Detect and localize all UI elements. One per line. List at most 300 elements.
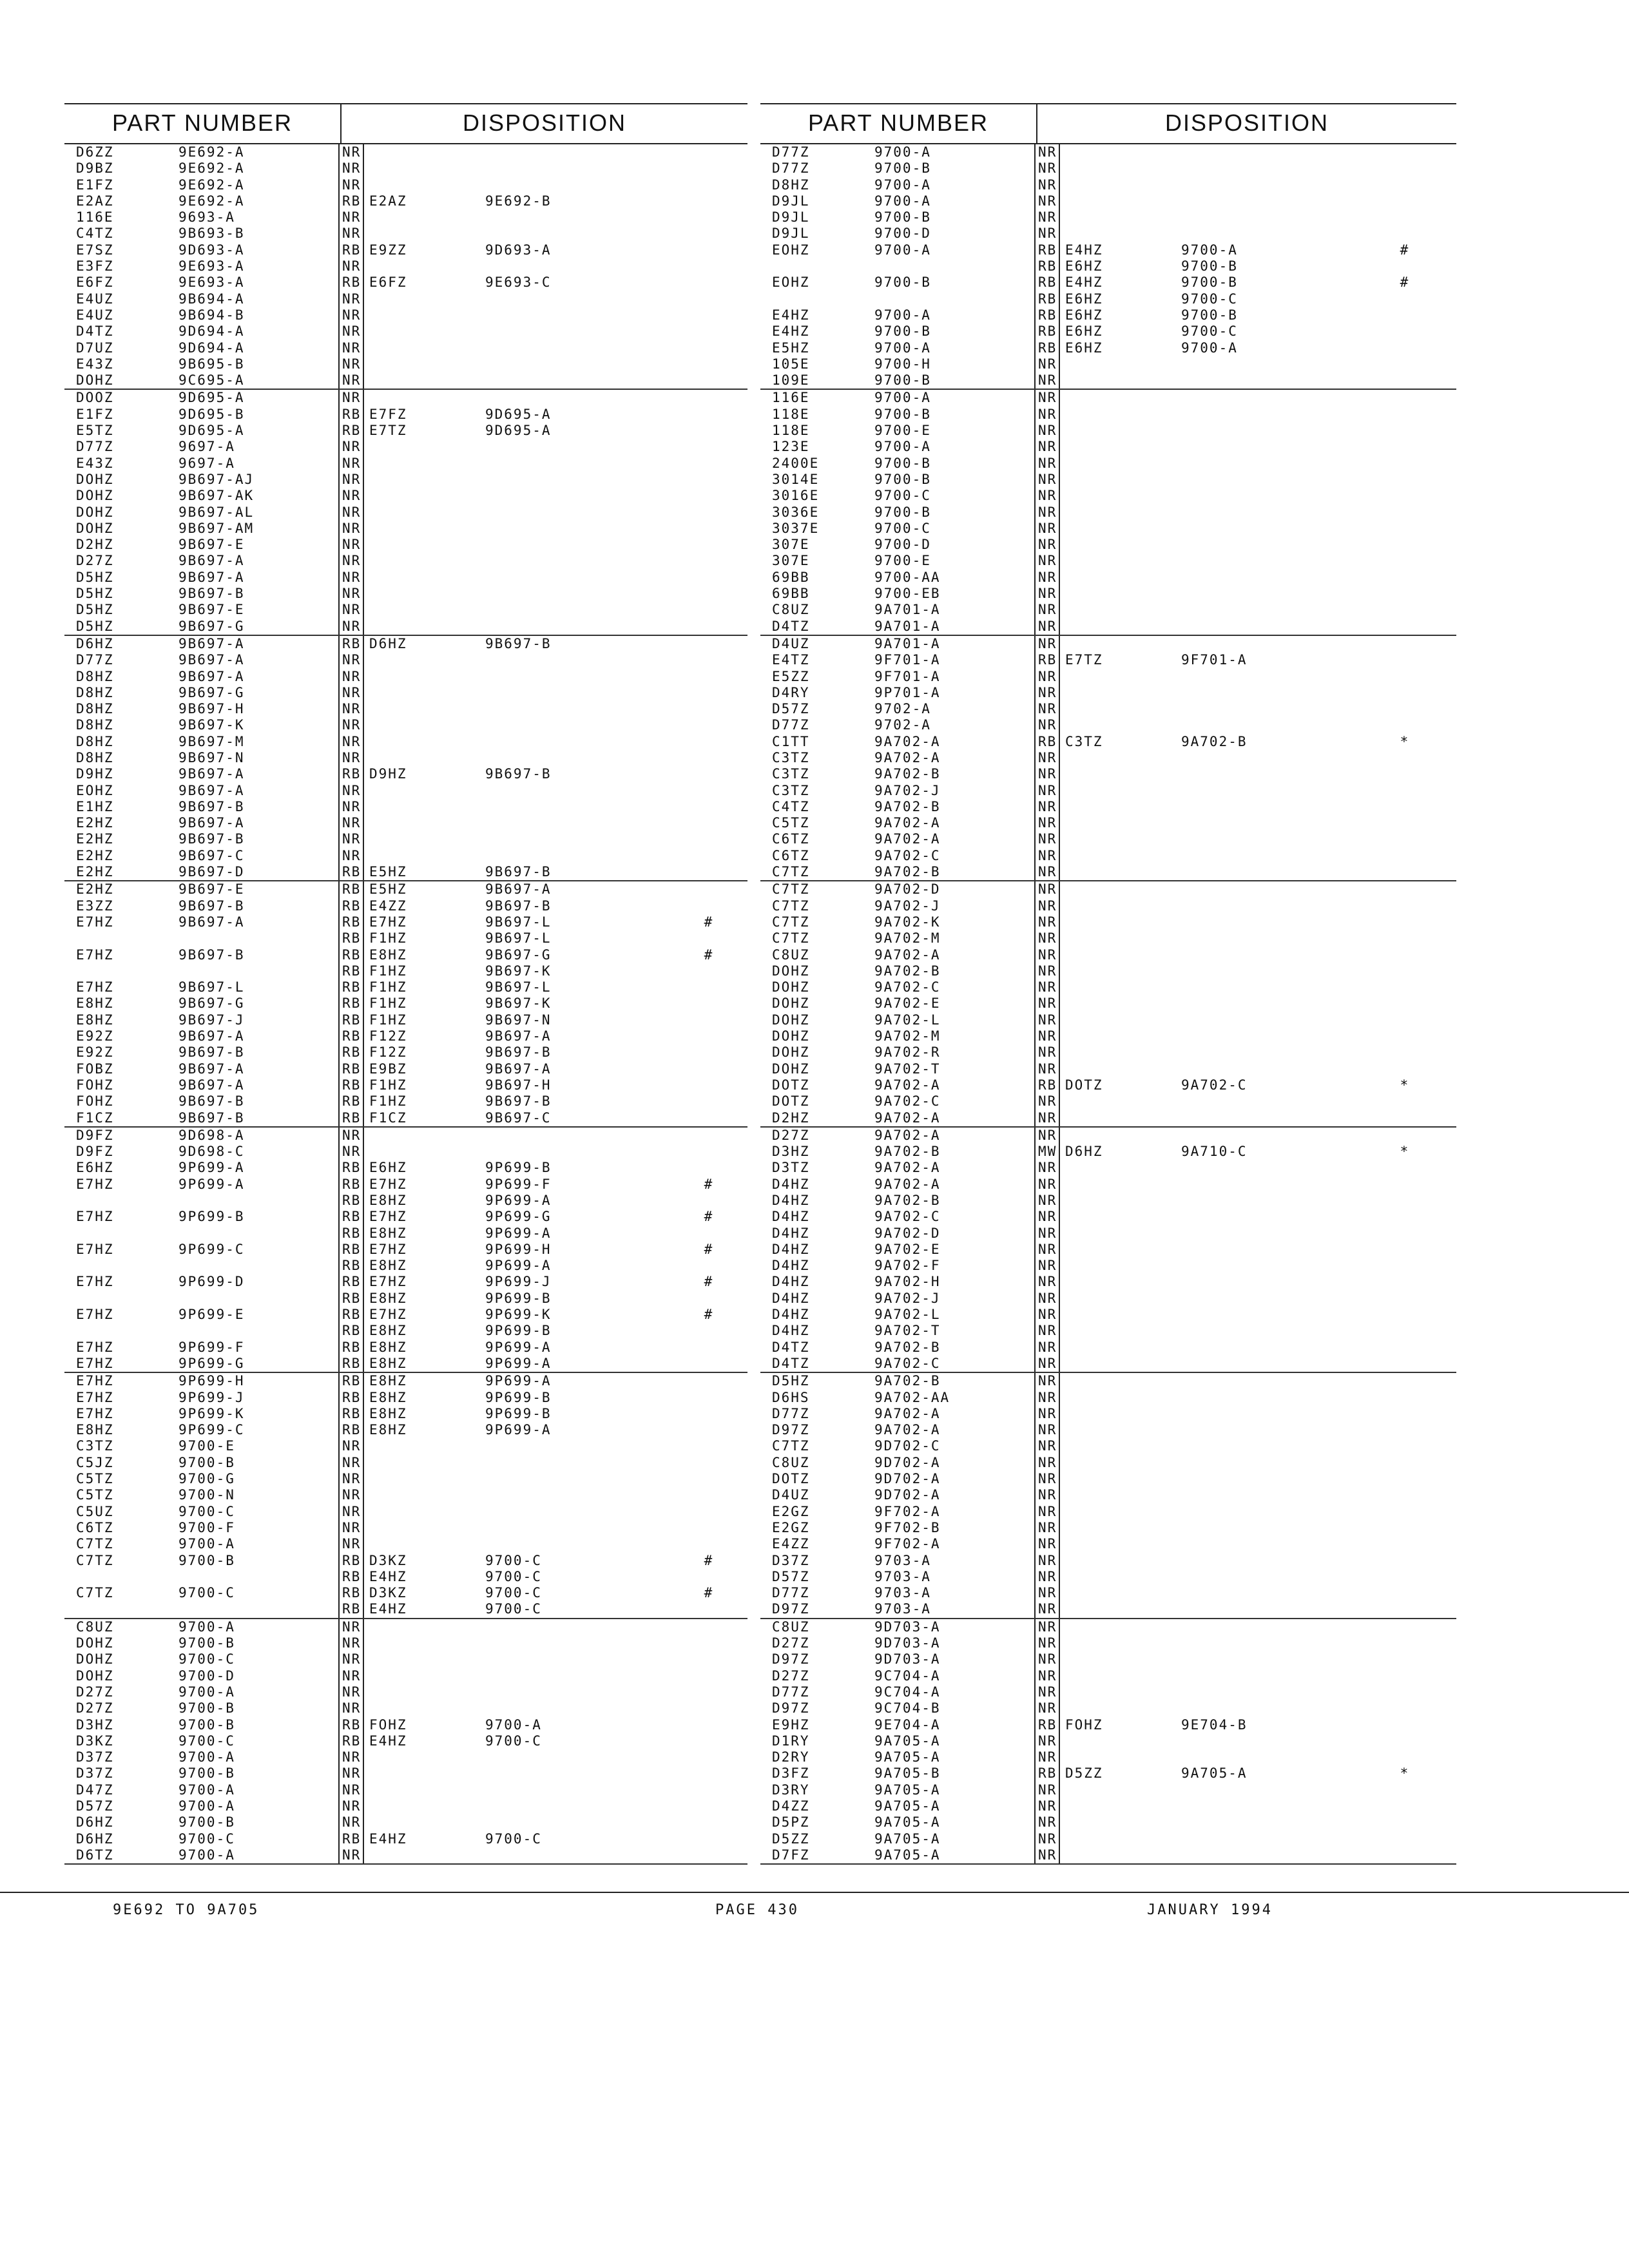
table-row xyxy=(64,1601,747,1617)
part-number: 9P699-F xyxy=(178,1339,245,1355)
table-row xyxy=(760,1831,1456,1847)
disposition-code: NR xyxy=(338,209,364,226)
part-code: D77Z xyxy=(772,1405,810,1421)
disposition-code: RB xyxy=(338,1406,364,1422)
table-row xyxy=(64,669,747,685)
part-code: E2HZ xyxy=(76,831,114,847)
replacement-code xyxy=(1060,766,1176,782)
replacement-number xyxy=(1176,1831,1376,1847)
replacement-code xyxy=(1060,1128,1176,1144)
replacement-number xyxy=(1176,456,1376,472)
note-flag xyxy=(680,1700,738,1716)
replacement-code xyxy=(1060,1619,1176,1635)
part-code: C7TZ xyxy=(772,881,810,898)
note-flag xyxy=(1376,1258,1434,1274)
part-code: D4ZZ xyxy=(772,1798,810,1814)
table-row xyxy=(760,1242,1456,1258)
replacement-number: 9P699-G xyxy=(485,1209,552,1225)
table-row xyxy=(760,1373,1456,1389)
footer-date: JANUARY 1994 xyxy=(1147,1902,1273,1918)
replacement-number xyxy=(1176,586,1376,602)
table-row xyxy=(760,898,1456,914)
note-flag xyxy=(1376,1487,1434,1503)
part-code: DOHZ xyxy=(76,1667,114,1684)
replacement-code: F1HZ xyxy=(369,963,407,979)
disposition-code: RB xyxy=(338,1601,364,1617)
part-code xyxy=(64,963,177,979)
part-code: C5JZ xyxy=(76,1454,114,1470)
table-row xyxy=(760,1093,1456,1110)
part-number xyxy=(873,258,1034,274)
disposition-code: NR xyxy=(1034,586,1060,602)
replacement-number xyxy=(480,1684,680,1700)
part-code: 3014E xyxy=(772,471,820,487)
replacement-code xyxy=(364,619,480,635)
disposition-code: NR xyxy=(1034,521,1060,537)
part-number: 9D698-A xyxy=(178,1127,245,1143)
note-flag xyxy=(1376,963,1434,979)
replacement-number xyxy=(1176,848,1376,864)
replacement-code: C3TZ xyxy=(1065,733,1103,749)
replacement-number xyxy=(480,750,680,766)
part-code: D7FZ xyxy=(772,1847,810,1863)
replacement-number xyxy=(1176,1651,1376,1667)
replacement-number xyxy=(1176,1323,1376,1339)
part-code: E2HZ xyxy=(76,881,114,898)
part-number: 9700-B xyxy=(874,406,931,422)
replacement-number xyxy=(480,340,680,356)
table-row xyxy=(64,963,747,979)
table-row xyxy=(760,456,1456,472)
part-number: 9B697-N xyxy=(178,749,245,765)
part-code: D5HZ xyxy=(76,618,114,634)
part-number: 9E692-A xyxy=(178,160,245,177)
table-row xyxy=(760,1619,1456,1635)
part-code: E2AZ xyxy=(76,193,114,209)
replacement-number xyxy=(480,717,680,733)
disposition-code: RB xyxy=(338,1340,364,1356)
replacement-code xyxy=(364,1619,480,1635)
disposition-code: NR xyxy=(1034,799,1060,815)
replacement-code xyxy=(364,1782,480,1798)
replacement-code xyxy=(1060,1012,1176,1028)
replacement-code xyxy=(1060,1160,1176,1176)
replacement-code: F1HZ xyxy=(369,979,407,995)
replacement-code xyxy=(1060,423,1176,439)
note-flag xyxy=(680,1044,738,1061)
note-flag xyxy=(1376,1668,1434,1684)
replacement-number xyxy=(480,1814,680,1831)
replacement-code: E8HZ xyxy=(369,1355,407,1371)
disposition-code: NR xyxy=(1034,619,1060,635)
note-flag xyxy=(1376,685,1434,701)
part-code: DOHZ xyxy=(772,979,810,995)
part-number: 9D702-A xyxy=(874,1471,941,1487)
table-row xyxy=(64,766,747,782)
table-row xyxy=(64,898,747,914)
table-row xyxy=(760,488,1456,504)
part-code: D5HZ xyxy=(76,586,114,602)
replacement-number: 9B697-B xyxy=(485,898,552,914)
part-number: 9A705-B xyxy=(874,1765,941,1782)
replacement-number: 9E693-C xyxy=(485,274,552,291)
replacement-code xyxy=(1060,1700,1176,1716)
note-flag xyxy=(680,570,738,586)
disposition-code: NR xyxy=(1034,636,1060,652)
replacement-number xyxy=(1176,947,1376,963)
table-row xyxy=(760,160,1456,177)
part-number: 9D694-A xyxy=(178,323,245,340)
replacement-code: E5HZ xyxy=(369,864,407,880)
disposition-code: NR xyxy=(338,1471,364,1487)
replacement-code xyxy=(364,1684,480,1700)
part-number xyxy=(177,1258,338,1274)
part-code: DOTZ xyxy=(772,1471,810,1487)
part-code: D2RY xyxy=(772,1749,810,1765)
replacement-code xyxy=(364,372,480,389)
disposition-code: RB xyxy=(1034,1717,1060,1733)
disposition-code: NR xyxy=(338,1520,364,1536)
replacement-number: 9A702-B xyxy=(1181,733,1248,749)
disposition-code: NR xyxy=(338,160,364,177)
note-flag xyxy=(1376,947,1434,963)
note-flag xyxy=(680,1536,738,1552)
table-row xyxy=(64,570,747,586)
disposition-code: RB xyxy=(1034,734,1060,750)
part-number: 9B697-B xyxy=(178,831,245,847)
part-number: 9P699-B xyxy=(178,1209,245,1225)
disposition-code: RB xyxy=(338,1291,364,1307)
table-row xyxy=(760,226,1456,242)
disposition-code: NR xyxy=(1034,1831,1060,1847)
row-group xyxy=(64,390,747,635)
disposition-code: NR xyxy=(338,1700,364,1716)
note-flag xyxy=(680,1684,738,1700)
replacement-number: 9700-C xyxy=(485,1831,542,1847)
replacement-number: 9P699-H xyxy=(485,1241,552,1257)
table-row xyxy=(760,750,1456,766)
note-flag xyxy=(1376,1061,1434,1077)
disposition-code: NR xyxy=(1034,1258,1060,1274)
part-code: E8HZ xyxy=(76,1422,114,1438)
part-number: 9A705-A xyxy=(874,1847,941,1863)
note-flag xyxy=(1376,570,1434,586)
table-row xyxy=(760,407,1456,423)
part-code: 118E xyxy=(772,423,810,439)
note-flag xyxy=(680,323,738,340)
replacement-code: FOHZ xyxy=(369,1716,407,1733)
replacement-code xyxy=(1060,407,1176,423)
row-group xyxy=(64,1373,747,1619)
replacement-code xyxy=(1060,144,1176,160)
disposition-code: NR xyxy=(1034,1651,1060,1667)
replacement-number xyxy=(1176,1373,1376,1389)
replacement-number xyxy=(1176,881,1376,898)
part-number: 9702-A xyxy=(874,717,931,733)
table-row xyxy=(760,701,1456,717)
disposition-code: NR xyxy=(338,226,364,242)
part-code: E2GZ xyxy=(772,1503,810,1519)
part-number: 9A702-C xyxy=(874,847,941,863)
replacement-code xyxy=(364,1144,480,1160)
part-number: 9B697-B xyxy=(178,586,245,602)
part-number: 9A701-A xyxy=(874,635,941,651)
table-row xyxy=(64,1847,747,1863)
part-number: 9A702-B xyxy=(874,1144,941,1160)
replacement-code xyxy=(1060,947,1176,963)
part-number: 9A705-A xyxy=(874,1798,941,1814)
note-flag: # xyxy=(704,1209,714,1225)
replacement-code xyxy=(364,1798,480,1814)
replacement-code: E8HZ xyxy=(369,1422,407,1438)
part-code: D8HZ xyxy=(76,701,114,717)
part-number: 9A701-A xyxy=(874,618,941,634)
part-code: E4HZ xyxy=(772,323,810,340)
note-flag xyxy=(680,734,738,750)
replacement-code: E4HZ xyxy=(369,1831,407,1847)
table-row xyxy=(64,1390,747,1406)
disposition-code: NR xyxy=(338,258,364,274)
replacement-number xyxy=(1176,1455,1376,1471)
replacement-code xyxy=(364,586,480,602)
replacement-code xyxy=(1060,750,1176,766)
table-row xyxy=(64,1044,747,1061)
replacement-number xyxy=(1176,372,1376,389)
part-code: DOHZ xyxy=(772,1028,810,1044)
table-row xyxy=(64,390,747,406)
note-flag xyxy=(680,701,738,717)
replacement-number: 9B697-B xyxy=(485,1093,552,1110)
replacement-code: F1HZ xyxy=(369,1077,407,1093)
disposition-code: NR xyxy=(1034,864,1060,880)
disposition-code: NR xyxy=(1034,963,1060,979)
disposition-code: NR xyxy=(338,1128,364,1144)
note-flag xyxy=(680,848,738,864)
replacement-number xyxy=(1176,537,1376,553)
table-row xyxy=(64,1536,747,1552)
part-number: 9700-B xyxy=(874,471,931,487)
table-row xyxy=(64,1520,747,1536)
replacement-code xyxy=(364,472,480,488)
replacement-number xyxy=(480,799,680,815)
replacement-number: 9F701-A xyxy=(1181,652,1248,668)
part-code: E3FZ xyxy=(76,258,114,274)
table-row xyxy=(760,1390,1456,1406)
replacement-code: F12Z xyxy=(369,1028,407,1044)
note-flag xyxy=(680,898,738,914)
note-flag xyxy=(680,1323,738,1339)
disposition-code: NR xyxy=(338,783,364,799)
note-flag xyxy=(680,1438,738,1454)
note-flag xyxy=(680,652,738,668)
table-row xyxy=(760,1455,1456,1471)
table-row xyxy=(64,356,747,372)
part-number: 9A702-AA xyxy=(874,1389,950,1405)
replacement-number: 9A705-A xyxy=(1181,1765,1248,1782)
replacement-code xyxy=(1060,1487,1176,1503)
disposition-code: RB xyxy=(1034,340,1060,356)
part-code: E7HZ xyxy=(76,914,114,930)
replacement-code: F1HZ xyxy=(369,1093,407,1110)
part-number: 9A702-T xyxy=(874,1061,941,1077)
disposition-code: NR xyxy=(1034,1504,1060,1520)
disposition-code: NR xyxy=(1034,1242,1060,1258)
replacement-number: 9E704-B xyxy=(1181,1716,1248,1733)
part-number: 9C704-B xyxy=(874,1700,941,1716)
part-code: E7HZ xyxy=(76,1355,114,1371)
replacement-code xyxy=(364,226,480,242)
part-number: 9B697-J xyxy=(178,1012,245,1028)
table-row xyxy=(760,831,1456,847)
replacement-code: E8HZ xyxy=(369,1339,407,1355)
replacement-code xyxy=(1060,1471,1176,1487)
table-row xyxy=(64,783,747,799)
replacement-code: E7FZ xyxy=(369,406,407,422)
replacement-number xyxy=(1176,1422,1376,1438)
part-code: D4HZ xyxy=(772,1323,810,1339)
part-code: D4HZ xyxy=(772,1241,810,1257)
note-flag xyxy=(680,717,738,733)
part-code: EOHZ xyxy=(76,782,114,798)
part-number: 9A702-E xyxy=(874,995,941,1012)
table-row xyxy=(64,1585,747,1601)
part-number: 9700-A xyxy=(178,1749,235,1765)
disposition-code: RB xyxy=(338,1077,364,1093)
note-flag xyxy=(1376,619,1434,635)
part-code: DOHZ xyxy=(76,372,114,389)
table-row xyxy=(760,1520,1456,1536)
note-flag: # xyxy=(704,1241,714,1257)
table-row xyxy=(760,1684,1456,1700)
replacement-number xyxy=(480,372,680,389)
row-group xyxy=(760,1619,1456,1865)
replacement-number: 9P699-J xyxy=(485,1274,552,1290)
disposition-code: NR xyxy=(338,1651,364,1667)
note-flag xyxy=(680,390,738,406)
replacement-number xyxy=(1176,1061,1376,1077)
replacement-number xyxy=(1176,783,1376,799)
part-number: 9700-C xyxy=(178,1651,235,1667)
replacement-number xyxy=(1176,439,1376,455)
replacement-number xyxy=(1176,914,1376,930)
disposition-code: NR xyxy=(1034,750,1060,766)
table-row xyxy=(64,1668,747,1684)
replacement-number xyxy=(1176,1356,1376,1372)
table-row xyxy=(760,995,1456,1012)
replacement-number xyxy=(1176,1340,1376,1356)
table-row xyxy=(64,1749,747,1765)
note-flag: # xyxy=(704,914,714,930)
disposition-heading: DISPOSITION xyxy=(1164,110,1329,136)
replacement-number xyxy=(1176,553,1376,569)
note-flag xyxy=(1376,815,1434,831)
replacement-number: 9700-B xyxy=(1181,307,1238,323)
note-flag xyxy=(680,1455,738,1471)
replacement-number: 9P699-A xyxy=(485,1258,552,1274)
note-flag xyxy=(1376,864,1434,880)
disposition-code: RB xyxy=(338,1307,364,1323)
part-code: D27Z xyxy=(76,1700,114,1716)
replacement-number: 9P699-A xyxy=(485,1355,552,1371)
part-number: 9D703-A xyxy=(874,1619,941,1635)
part-number: 9A702-A xyxy=(874,1176,941,1192)
note-flag xyxy=(1376,1193,1434,1209)
disposition-code: RB xyxy=(338,1323,364,1339)
note-flag: * xyxy=(1400,1765,1410,1782)
replacement-code xyxy=(1060,1274,1176,1290)
replacement-number xyxy=(1176,701,1376,717)
table-row xyxy=(760,1601,1456,1617)
part-code: 69BB xyxy=(772,586,810,602)
replacement-code xyxy=(1060,1749,1176,1765)
disposition-code: RB xyxy=(1034,258,1060,274)
part-code: D9JL xyxy=(772,226,810,242)
disposition-code: NR xyxy=(1034,1455,1060,1471)
left-table-body xyxy=(64,144,747,1865)
disposition-code: RB xyxy=(338,1012,364,1028)
part-code: D77Z xyxy=(772,1585,810,1601)
disposition-code: NR xyxy=(338,1144,364,1160)
part-code: D4HZ xyxy=(772,1258,810,1274)
part-code: D8HZ xyxy=(76,668,114,684)
part-code: D77Z xyxy=(76,652,114,668)
table-row xyxy=(64,1553,747,1569)
part-code: E92Z xyxy=(76,1028,114,1044)
replacement-number: 9P699-B xyxy=(485,1405,552,1421)
replacement-code xyxy=(1060,1798,1176,1814)
replacement-number xyxy=(1176,1044,1376,1061)
disposition-code: NR xyxy=(1034,1193,1060,1209)
disposition-code: RB xyxy=(338,636,364,652)
replacement-code: E6HZ xyxy=(1065,258,1103,274)
note-flag xyxy=(680,831,738,847)
disposition-code: NR xyxy=(1034,1798,1060,1814)
note-flag xyxy=(1376,1110,1434,1126)
replacement-number: 9D695-A xyxy=(485,406,552,422)
replacement-number xyxy=(1176,685,1376,701)
replacement-number xyxy=(1176,1307,1376,1323)
table-row xyxy=(760,1765,1456,1782)
part-code xyxy=(64,1225,177,1242)
disposition-code: RB xyxy=(338,242,364,258)
part-code xyxy=(760,258,873,274)
disposition-code: NR xyxy=(338,701,364,717)
part-number: 9D693-A xyxy=(178,242,245,258)
note-flag xyxy=(680,750,738,766)
disposition-code: NR xyxy=(338,652,364,668)
table-row xyxy=(64,831,747,847)
replacement-code xyxy=(364,390,480,406)
part-code: D77Z xyxy=(772,717,810,733)
part-number: 9A702-B xyxy=(874,864,941,880)
part-number: 9P699-J xyxy=(178,1389,245,1405)
note-flag: # xyxy=(704,947,714,963)
disposition-code: RB xyxy=(338,898,364,914)
replacement-number xyxy=(480,1128,680,1144)
note-flag xyxy=(1376,1585,1434,1601)
disposition-code: NR xyxy=(1034,209,1060,226)
disposition-code: RB xyxy=(338,1717,364,1733)
note-flag xyxy=(680,505,738,521)
note-flag xyxy=(680,1520,738,1536)
disposition-code: NR xyxy=(1034,1847,1060,1863)
part-code: E2HZ xyxy=(76,815,114,831)
disposition-code: NR xyxy=(1034,439,1060,455)
disposition-code: RB xyxy=(338,1422,364,1438)
part-code: C7TZ xyxy=(772,864,810,880)
disposition-code: RB xyxy=(1034,274,1060,291)
replacement-code xyxy=(1060,898,1176,914)
